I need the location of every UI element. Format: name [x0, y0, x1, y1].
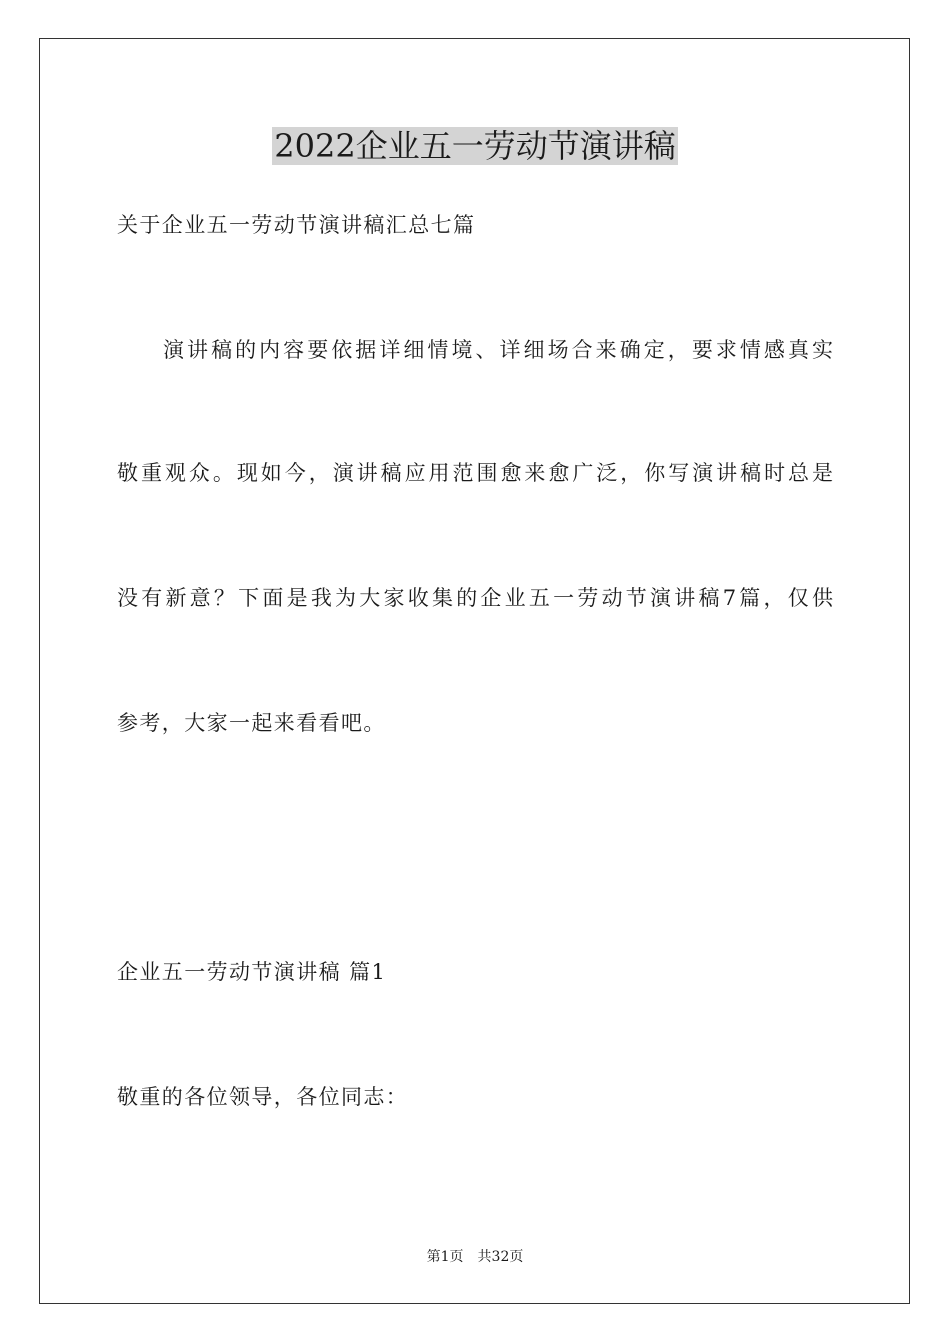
- document-title: [0, 124, 950, 168]
- section-heading: 企业五一劳动节演讲稿 篇1: [117, 960, 387, 984]
- document-subtitle: 关于企业五一劳动节演讲稿汇总七篇: [117, 213, 476, 237]
- document-title-text: 2022企业五一劳动节演讲稿: [274, 127, 676, 165]
- page-footer: 第1页 共32页: [426, 1249, 524, 1265]
- intro-paragraph-line-3: 没有新意？下面是我为大家收集的企业五一劳动节演讲稿7篇，仅供: [117, 586, 833, 610]
- intro-paragraph-line-2: 敬重观众。现如今，演讲稿应用范围愈来愈广泛，你写演讲稿时总是: [117, 461, 833, 485]
- salutation: 敬重的各位领导，各位同志：: [117, 1085, 409, 1109]
- intro-paragraph-line-1: 演讲稿的内容要依据详细情境、详细场合来确定，要求情感真实: [163, 338, 833, 362]
- intro-paragraph-line-4: 参考，大家一起来看看吧。: [117, 711, 386, 735]
